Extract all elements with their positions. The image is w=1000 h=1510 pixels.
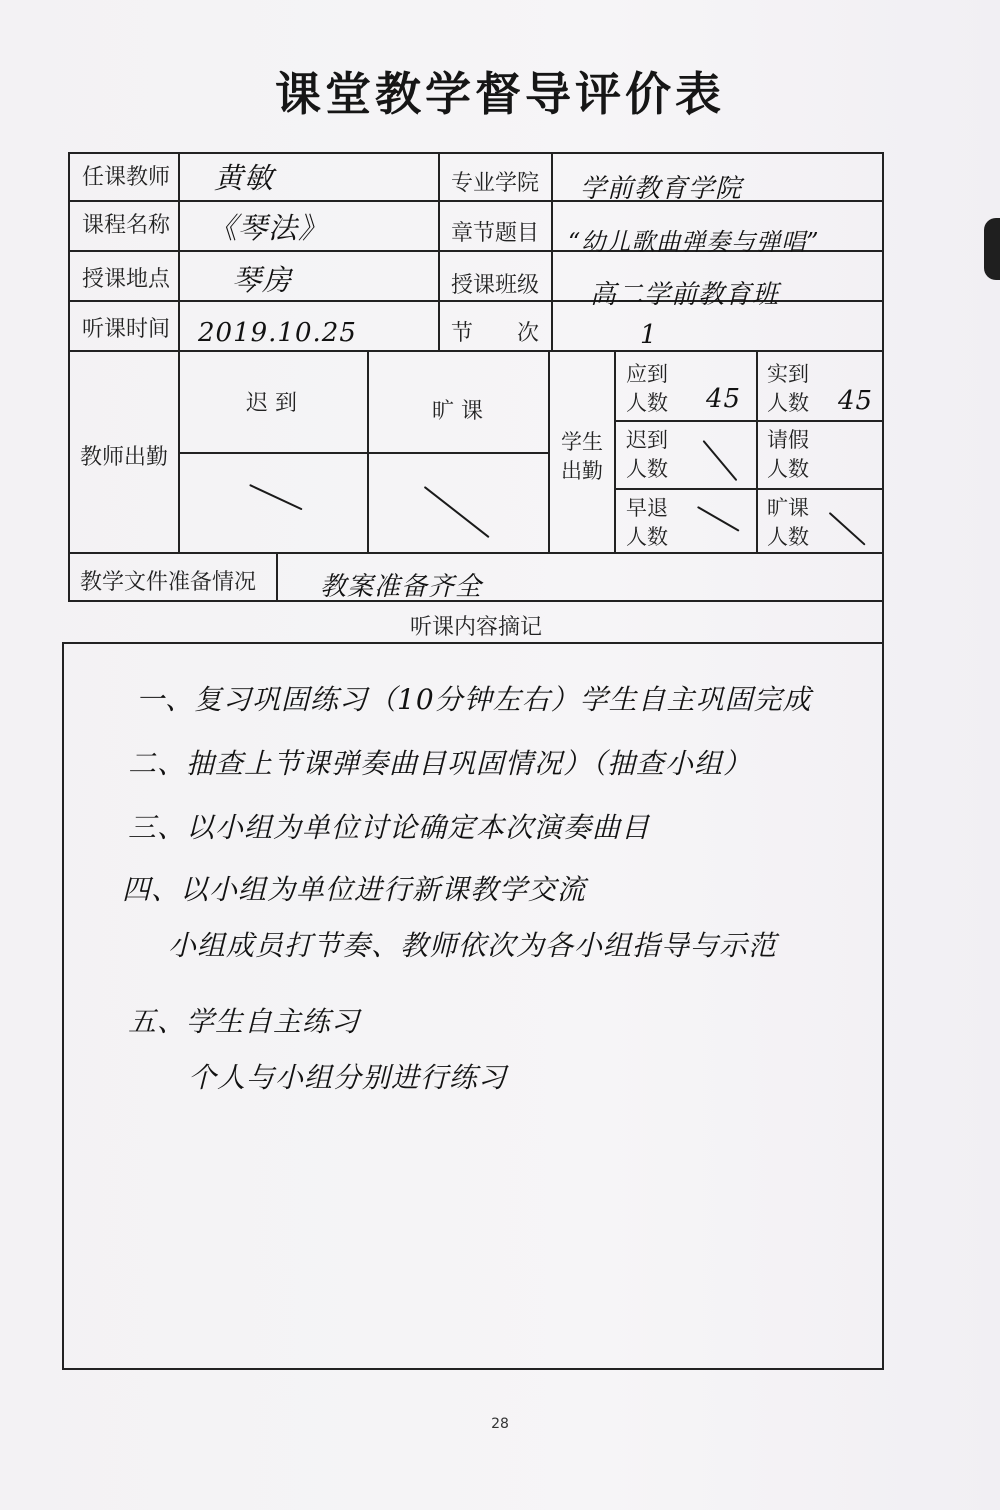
table-border-left <box>68 152 70 602</box>
col-line <box>276 552 278 600</box>
col-line <box>438 152 440 352</box>
college-value: 学前教育学院 <box>580 174 743 204</box>
table-border-right <box>882 152 884 1370</box>
course-value: 《琴法》 <box>208 211 329 245</box>
location-label: 授课地点 <box>82 267 171 292</box>
late-label: 迟 到 <box>246 391 297 416</box>
table-border-top <box>68 152 884 154</box>
col-line <box>178 350 180 552</box>
teacher-label: 任课教师 <box>82 165 171 190</box>
teacher-value: 黄敏 <box>214 161 275 195</box>
early-leave-slash <box>697 506 740 532</box>
late-count-slash <box>702 440 737 481</box>
row-line <box>62 642 884 644</box>
late-count-label: 迟到人数 <box>626 428 668 481</box>
absent-slash <box>424 486 490 538</box>
chapter-value: “幼儿歌曲弹奏与弹唱” <box>568 228 820 256</box>
notes-header: 听课内容摘记 <box>410 615 543 640</box>
class-label: 授课班级 <box>451 273 540 298</box>
row-line <box>68 552 884 554</box>
time-value: 2019.10.25 <box>198 318 357 348</box>
late-slash <box>249 484 302 510</box>
course-label: 课程名称 <box>82 213 171 238</box>
note-line: 五、学生自主练习 <box>128 1005 361 1038</box>
col-line <box>756 350 758 552</box>
row-line <box>68 200 884 202</box>
col-line <box>614 350 616 552</box>
page-title: 课堂教学督导评价表 <box>275 67 725 121</box>
actual-value: 45 <box>838 386 874 416</box>
early-leave-label: 早退人数 <box>626 496 668 549</box>
teacher-attendance-label: 教师出勤 <box>80 445 169 470</box>
page-number: 28 <box>491 1416 509 1432</box>
absent-count-label: 旷课人数 <box>767 496 809 549</box>
student-attendance-label: 学生出勤 <box>561 430 603 483</box>
row-line <box>178 452 550 454</box>
documents-label: 教学文件准备情况 <box>80 570 257 595</box>
note-line: 四、以小组为单位进行新课教学交流 <box>122 873 587 906</box>
class-value: 高二学前教育班 <box>590 280 780 310</box>
row-line <box>614 420 884 422</box>
notes-border-left <box>62 642 64 1370</box>
chapter-label: 章节题目 <box>451 221 540 246</box>
college-label: 专业学院 <box>451 171 540 196</box>
note-line: 三、以小组为单位讨论确定本次演奏曲目 <box>128 811 651 844</box>
note-line: 个人与小组分别进行练习 <box>188 1061 508 1094</box>
actual-label: 实到人数 <box>767 362 809 415</box>
leave-count-label: 请假人数 <box>767 428 809 481</box>
table-border-bottom <box>62 1368 884 1370</box>
expected-label: 应到人数 <box>626 362 668 415</box>
note-line: 小组成员打节奏、教师依次为各小组指导与示范 <box>168 929 778 962</box>
col-line <box>178 152 180 352</box>
time-label: 听课时间 <box>82 317 171 342</box>
session-label: 节 次 <box>451 321 540 346</box>
documents-value: 教案准备齐全 <box>320 572 483 602</box>
note-line: 一、复习巩固练习（10分钟左右）学生自主巩固完成 <box>136 683 812 716</box>
col-line <box>367 350 369 552</box>
col-line <box>551 152 553 352</box>
absent-label: 旷 课 <box>432 399 483 424</box>
row-line <box>68 350 884 352</box>
note-line: 二、抽查上节课弹奏曲目巩固情况）（抽查小组） <box>128 747 753 780</box>
col-line <box>548 350 550 552</box>
absent-count-slash <box>829 512 866 546</box>
session-value: 1 <box>640 320 658 350</box>
row-line <box>614 488 884 490</box>
location-value: 琴房 <box>232 263 293 297</box>
expected-value: 45 <box>706 384 742 414</box>
